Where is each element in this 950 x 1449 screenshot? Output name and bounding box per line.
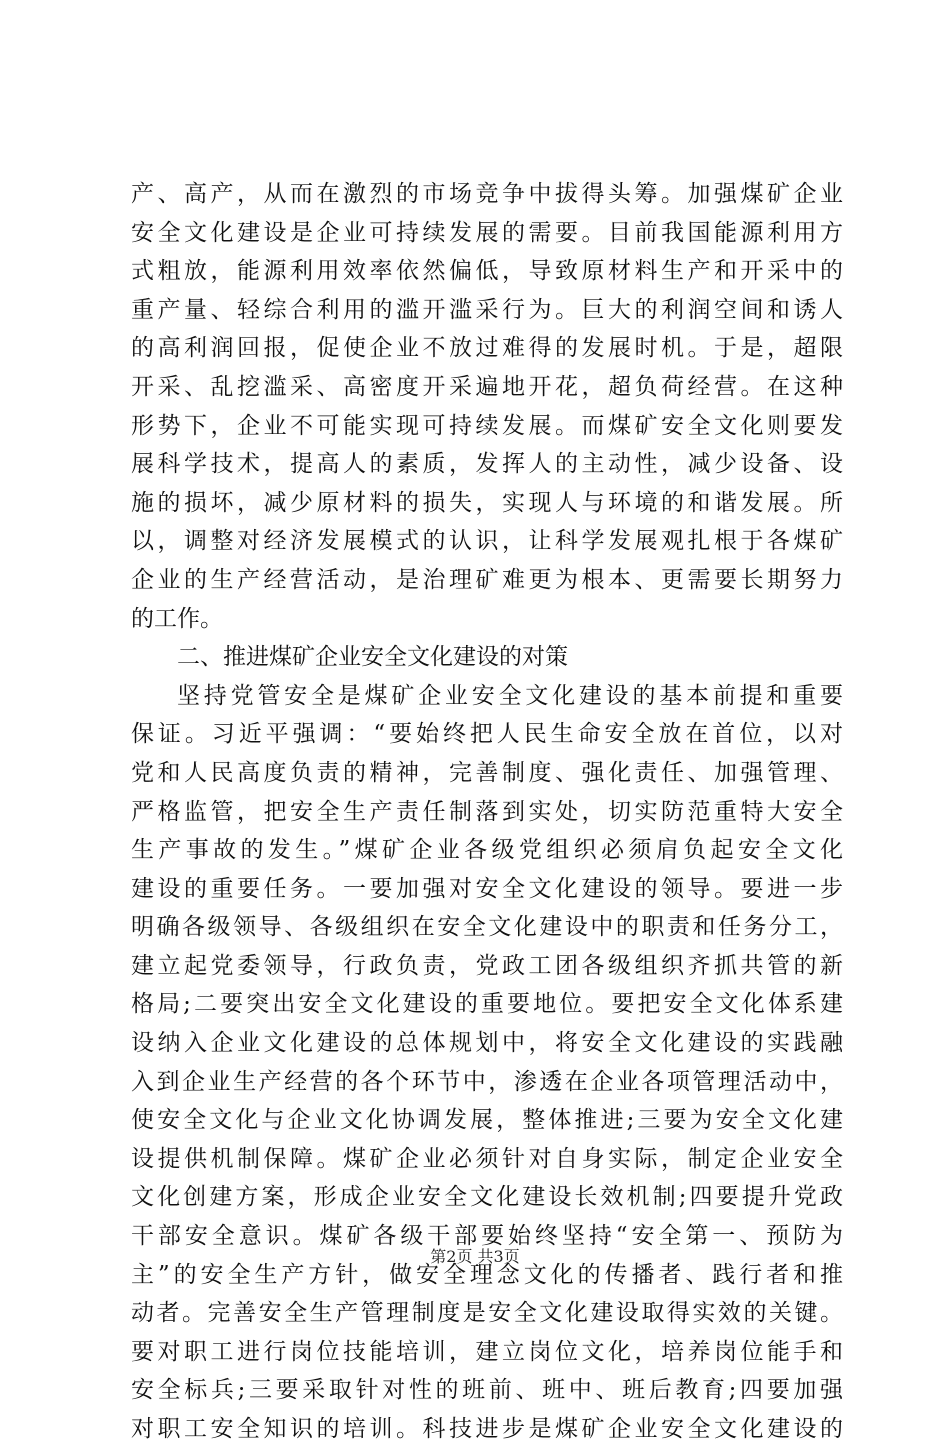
page-number: 第2页 共3页 <box>430 1247 520 1266</box>
text-line: 安全文化建设是企业可持续发展的需要。目前我国能源利用方 <box>131 219 843 246</box>
text-line: 以，调整对经济发展模式的认识，让科学发展观扎根于各煤矿 <box>131 528 843 555</box>
text-line: 展科学技术，提高人的素质，发挥人的主动性，减少设备、设 <box>131 451 843 478</box>
text-line: 产、高产，从而在激烈的市场竞争中拔得头筹。加强煤矿企业 <box>131 181 843 207</box>
text-line: 设提供机制保障。煤矿企业必须针对自身实际，制定企业安全 <box>131 1145 843 1172</box>
text-line: 保证。习近平强调：“要始终把人民生命安全放在首位，以对 <box>131 721 843 748</box>
text-line: 党和人民高度负责的精神，完善制度、强化责任、加强管理、 <box>131 759 843 786</box>
paragraph-1 <box>131 175 843 638</box>
text-line: 的工作。 <box>131 605 223 632</box>
text-line: 使安全文化与企业文化协调发展，整体推进;三要为安全文化建 <box>131 1107 843 1134</box>
text-line: 干部安全意识。煤矿各级干部要始终坚持“安全第一、预防为 <box>131 1223 843 1250</box>
text-line: 开采、乱挖滥采、高密度开采遍地开花，超负荷经营。在这种 <box>131 373 843 400</box>
text-line: 设纳入企业文化建设的总体规划中，将安全文化建设的实践融 <box>131 1030 843 1057</box>
text-line: 企业的生产经营活动，是治理矿难更为根本、更需要长期努力 <box>131 566 843 593</box>
text-line: 明确各级领导、各级组织在安全文化建设中的职责和任务分工， <box>131 914 843 941</box>
text-line: 坚持党管安全是煤矿企业安全文化建设的基本前提和重要 <box>177 682 843 709</box>
text-line: 施的损坏，减少原材料的损失，实现人与环境的和谐发展。所 <box>131 489 843 516</box>
text-line: 要对职工进行岗位技能培训，建立岗位文化，培养岗位能手和 <box>131 1338 843 1365</box>
text-line: 主”的安全生产方针，做安全理念文化的传播者、践行者和推 <box>131 1261 843 1288</box>
text-line: 格局;二要突出安全文化建设的重要地位。要把安全文化体系建 <box>131 991 843 1018</box>
paragraph-2 <box>131 677 843 1449</box>
text-line: 对职工安全知识的培训。科技进步是煤矿企业安全文化建设的 <box>131 1416 843 1442</box>
text-line: 入到企业生产经营的各个环节中，渗透在企业各项管理活动中， <box>131 1068 843 1095</box>
text-line: 重产量、轻综合利用的滥开滥采行为。巨大的利润空间和诱人 <box>131 296 843 323</box>
text-line: 形势下，企业不可能实现可持续发展。而煤矿安全文化则要发 <box>131 412 843 439</box>
text-line: 严格监管，把安全生产责任制落到实处，切实防范重特大安全 <box>131 798 843 825</box>
section-heading: 二、推进煤矿企业安全文化建设的对策 <box>177 644 568 671</box>
text-line: 安全标兵;三要采取针对性的班前、班中、班后教育;四要加强 <box>131 1377 843 1404</box>
text-line: 的高利润回报，促使企业不放过难得的发展时机。于是，超限 <box>131 335 843 362</box>
text-line: 建设的重要任务。一要加强对安全文化建设的领导。要进一步 <box>131 875 843 902</box>
text-line: 生产事故的发生。”煤矿企业各级党组织必须肩负起安全文化 <box>131 837 843 864</box>
text-line: 动者。完善安全生产管理制度是安全文化建设取得实效的关键。 <box>131 1300 843 1327</box>
text-line: 文化创建方案，形成企业安全文化建设长效机制;四要提升党政 <box>131 1184 843 1211</box>
text-line: 式粗放，能源利用效率依然偏低，导致原材料生产和开采中的 <box>131 258 843 285</box>
text-line: 建立起党委领导，行政负责，党政工团各级组织齐抓共管的新 <box>131 952 843 979</box>
